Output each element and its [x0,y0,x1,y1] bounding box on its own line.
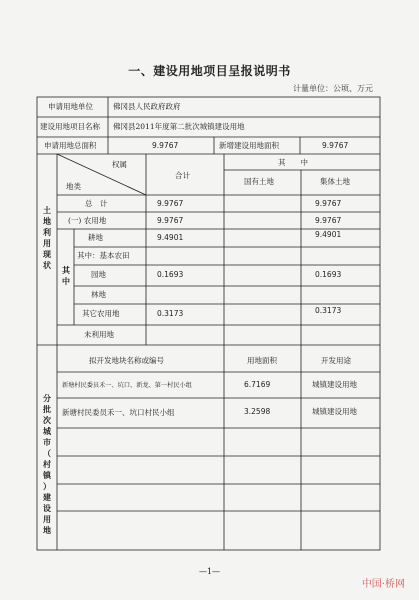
project-name-label: 建设用地项目名称 [40,122,100,131]
land-use-side-label: 土 地 利 用 现 状 [43,205,51,270]
row-garden-collective: 0.1693 [315,270,342,279]
row-total-collective: 9.9767 [315,199,342,208]
parcel-name-header: 拟开发地块名称或编号 [89,356,164,365]
total-column-header: 合计 [175,171,190,180]
state-land-header: 国有土地 [244,177,274,186]
collective-land-header: 集体土地 [320,177,350,186]
new-area-value: 9.9767 [322,141,349,150]
parcel-name: 新塘村民委员禾一、坑口村民小组 [62,408,175,417]
parcel-use: 城镇建设用地 [312,407,357,416]
row-cultivated-sum: 9.4901 [157,233,184,242]
applicant-value: 佛冈县人民政府政府 [113,102,181,111]
document-title: 一、建设用地项目呈报说明书 [128,64,291,78]
row-garden-label: 园地 [91,270,106,279]
row-total-sum: 9.9767 [157,199,184,208]
row-forest-label: 林地 [91,290,106,299]
ownership-header: 权属 [112,160,127,169]
total-area-value: 9.9767 [152,141,179,150]
row-other-farm-sum: 0.3173 [157,309,184,318]
row-farm-sum: 9.9767 [157,216,184,225]
row-other-farm-label: 其它农用地 [82,309,120,318]
of-which-header: 其 中 [278,158,308,167]
parcel-area: 6.7169 [244,380,271,389]
row-basic-farmland-label: 其中：基本农田 [77,251,130,260]
parcel-use-header: 开发用途 [321,356,351,365]
new-area-label: 新增建设用地面积 [219,141,279,150]
parcel-area: 3.2598 [244,407,271,416]
parcel-use: 城镇建设用地 [312,380,357,389]
row-garden-sum: 0.1693 [157,270,184,279]
project-name-value: 佛冈县2011年度第二批次城镇建设用地 [113,122,245,131]
batch-side-label: 分 批 次 城 市 （ 村 镇 ） 建 设 用 地 [43,393,51,535]
row-other-farm-collective: 0.3173 [315,306,342,315]
page-number: —1— [198,567,221,576]
landtype-header: 地类 [66,182,81,191]
row-farm-label: (一) 农用地 [68,216,107,225]
unit-note: 计量单位：公顷、万元 [293,84,373,93]
total-area-label: 申请用地总面积 [44,141,97,150]
watermark-stamp: 中国·桥网 [361,579,405,590]
row-cultivated-label: 耕地 [88,233,103,242]
row-unused-label: 未利用地 [84,330,114,339]
row-farm-collective: 9.9767 [315,216,342,225]
row-cultivated-collective: 9.4901 [315,230,342,239]
applicant-label: 申请用地单位 [48,102,93,111]
parcel-area-header: 用地面积 [247,356,277,365]
parcel-name: 新塘村民委员禾一、坑口、新龙、第一村民小组 [62,382,192,389]
inner-of-which-label: 其 中 [62,265,70,286]
row-total-label: 总 计 [85,199,108,208]
